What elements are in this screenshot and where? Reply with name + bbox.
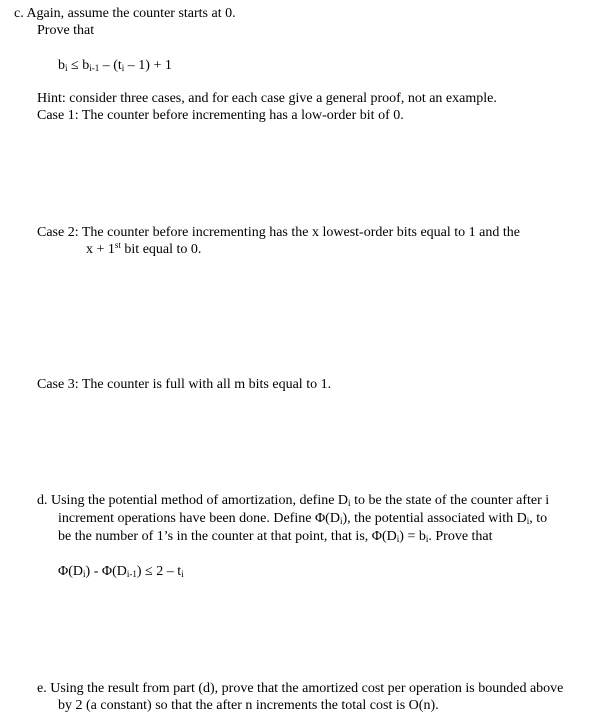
part-c-prove-that: Prove that: [37, 23, 95, 38]
case-1-text: Case 1: The counter before incrementing has a low-order bit of 0.: [37, 108, 404, 123]
part-d-line-2: increment operations have been done. Define $\Phi(D_i)$, the potential associated with $D_i$, to: [58, 511, 548, 526]
part-c-intro: c. Again, assume the counter starts at 0.: [14, 6, 236, 21]
part-c-formula: $b_i \le b_{i-1} - (t_i - 1) + 1$: [58, 58, 172, 73]
case-2-line-1: Case 2: The counter before incrementing has the x lowest-order bits equal to 1 and the: [37, 225, 520, 240]
part-e-line-2: by 2 (a constant) so that the after n increments the total cost is O(n).: [58, 698, 439, 713]
part-d-formula: $\Phi(D_i) - \Phi(D_{i-1}) \le 2 - t_i$: [58, 564, 184, 579]
part-e-line-1: e. Using the result from part (d), prove that the amortized cost per operation is bounded above: [37, 681, 564, 696]
part-d-line-3: be the number of 1’s in the counter at that point, that is, $\Phi(D_i) = b_i$. Prove that: [58, 529, 493, 544]
case-3-text: Case 3: The counter is full with all m bits equal to 1.: [37, 377, 332, 392]
case-2-line-2: x + 1st bit equal to 0.: [86, 240, 202, 257]
part-d-line-1: d. Using the potential method of amortization, define $D_i$ to be the state of the counter after i: [37, 493, 550, 508]
hint-text: Hint: consider three cases, and for each case give a general proof, not an example.: [37, 91, 497, 106]
